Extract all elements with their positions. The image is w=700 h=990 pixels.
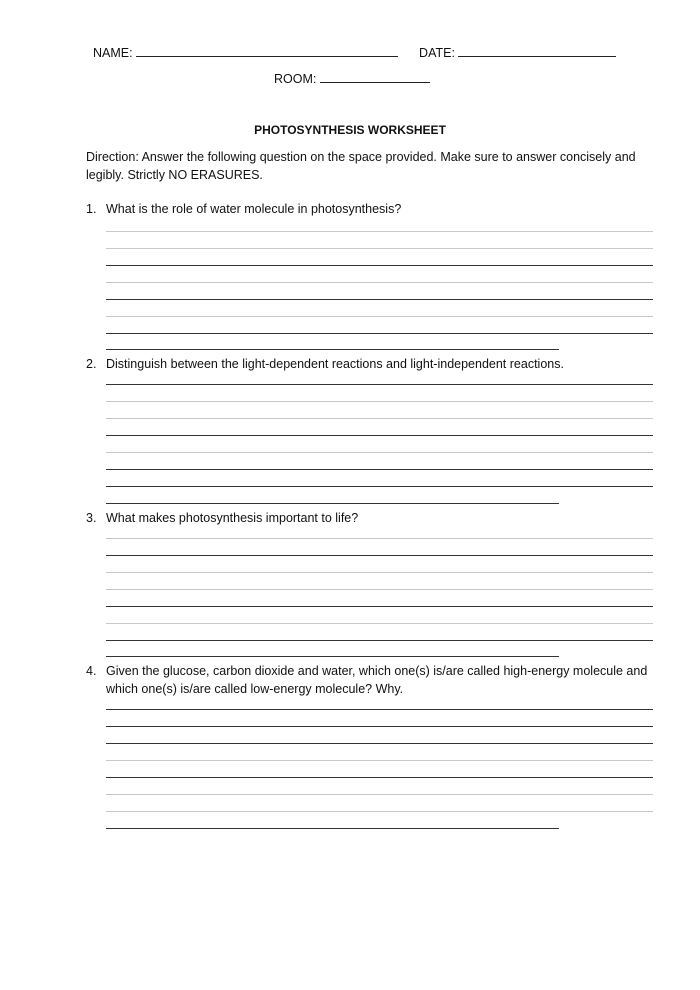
worksheet-title: PHOTOSYNTHESIS WORKSHEET (254, 123, 446, 137)
answer-line[interactable] (106, 299, 653, 300)
answer-line[interactable] (106, 538, 653, 539)
date-label: DATE: (419, 46, 455, 60)
date-blank[interactable] (458, 44, 616, 57)
question-number: 1. (86, 202, 97, 216)
answer-line[interactable] (106, 760, 653, 761)
answer-line[interactable] (106, 469, 653, 470)
answer-line[interactable] (106, 828, 559, 829)
answer-line[interactable] (106, 589, 653, 590)
answer-line[interactable] (106, 503, 559, 504)
name-label: NAME: (93, 46, 133, 60)
answer-line[interactable] (106, 623, 653, 624)
answer-line[interactable] (106, 743, 653, 744)
question-text: What makes photosynthesis important to life? (106, 511, 359, 525)
answer-line[interactable] (106, 709, 653, 710)
answer-line[interactable] (106, 572, 653, 573)
answer-line[interactable] (106, 349, 559, 350)
question-text: Distinguish between the light-dependent reactions and light-independent reactions. (106, 357, 564, 371)
answer-line[interactable] (106, 555, 653, 556)
question-1 (86, 200, 661, 218)
answer-line[interactable] (106, 231, 653, 232)
answer-line[interactable] (106, 640, 653, 641)
answer-line[interactable] (106, 794, 653, 795)
question-4 (86, 662, 661, 698)
answer-line[interactable] (106, 726, 653, 727)
question-number: 2. (86, 357, 97, 371)
answer-line[interactable] (106, 656, 559, 657)
answer-line[interactable] (106, 777, 653, 778)
directions-text: Direction: Answer the following question on the space provided. Make sure to answer concisely and legibly. Strictly NO ERASURES. (86, 150, 636, 182)
question-number: 3. (86, 511, 97, 525)
answer-line[interactable] (106, 452, 653, 453)
room-label: ROOM: (274, 72, 317, 86)
name-date-row (93, 44, 616, 60)
question-number: 4. (86, 664, 97, 678)
answer-line[interactable] (106, 248, 653, 249)
answer-line[interactable] (106, 265, 653, 266)
question-3 (86, 509, 661, 527)
answer-line[interactable] (106, 333, 653, 334)
name-blank[interactable] (136, 44, 398, 57)
answer-line[interactable] (106, 282, 653, 283)
answer-line[interactable] (106, 401, 653, 402)
room-blank[interactable] (320, 70, 430, 83)
answer-line[interactable] (106, 418, 653, 419)
answer-line[interactable] (106, 486, 653, 487)
room-row (274, 70, 430, 86)
question-text: What is the role of water molecule in photosynthesis? (106, 202, 402, 216)
question-2 (86, 355, 661, 373)
answer-line[interactable] (106, 435, 653, 436)
answer-line[interactable] (106, 316, 653, 317)
answer-line[interactable] (106, 606, 653, 607)
question-text: Given the glucose, carbon dioxide and water, which one(s) is/are called high-energy molecule and which one(s) is/are called low-energy molecule? Why. (106, 664, 648, 696)
answer-line[interactable] (106, 811, 653, 812)
answer-line[interactable] (106, 384, 653, 385)
